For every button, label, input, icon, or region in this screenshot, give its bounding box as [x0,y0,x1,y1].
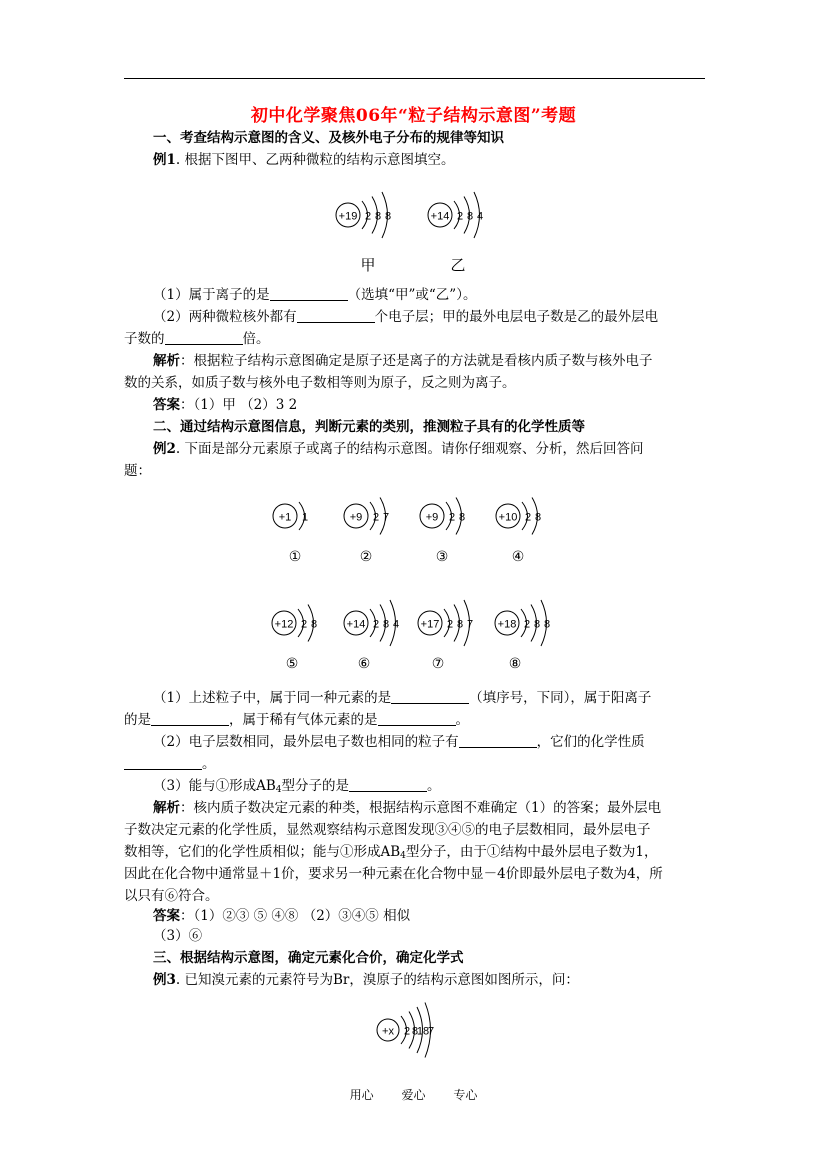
example1-analysis-cont: 数的关系，如质子数与核外电子数相等则为原子，反之则为离子。 [124,375,516,391]
diagram-label: ④ [511,548,525,564]
footer-text-3: 专心 [453,1088,478,1102]
example2-answer: 答案：（1）②③ ⑤ ④⑧ （2）③④⑤ 相似 [153,908,411,924]
diagram-label: ⑦ [431,655,445,671]
shell-electron-count: 2 [300,618,308,631]
example2-prompt-cont: 题： [124,463,151,479]
example2-question2: （2）电子层数相同，最外层电子数也相同的粒子有 ，它们的化学性质 [153,734,645,750]
example3-prompt: 例3. 已知溴元素的元素符号为Br，溴原子的结构示意图如图所示，问： [153,972,579,988]
nucleus-charge: +1 [278,511,292,524]
example2-question2-cont: 。 [124,754,714,774]
shell-electron-count: 8 [374,210,382,223]
shell-electron-count: 7 [382,511,390,524]
example2-analysis-cont2: 数相等，它们的化学性质相似；能与①形成$AB_4$型分子，由于①结构中最外层电子数为1， [124,844,658,861]
shell-electron-count: 4 [392,618,400,631]
example1-analysis: 解析：根据粒子结构示意图确定是原子还是离子的方法就是看核内质子数与核外电子 [153,353,653,369]
example1-question2: （2）两种微粒核外都有 个电子层；甲的最外电层电子数是乙的最外层电 [153,309,659,325]
page-footer [0,1086,827,1103]
shell-electron-count: 7 [466,618,474,631]
shell-electron-count: 2 [446,618,454,631]
shell-electron-count: 18 [416,1025,430,1038]
example2-analysis-cont3: 因此在化合物中通常显＋1价，要求另一种元素在化合物中显－4价即最外层电子数为4，所 [124,866,663,882]
diagram-label: ⑧ [508,655,522,671]
diagram-label: 乙 [450,257,466,274]
nucleus-charge: +9 [349,511,363,524]
shell-electron-count: 8 [533,618,541,631]
shell-electron-count: 8 [466,210,474,223]
example2-analysis: 解析：核内质子数决定元素的种类，根据结构示意图不难确定（1）的答案；最外层电 [153,800,662,816]
nucleus-charge: +x [382,1025,394,1038]
example1-question2-cont: 子数的 倍。 [124,331,270,347]
shell-electron-count: 8 [456,618,464,631]
shell-electron-count: 7 [427,1025,435,1038]
shell-electron-count: 2 [372,511,380,524]
example2-answer-cont: （3）⑥ [153,928,203,944]
shell-electron-count: 8 [543,618,551,631]
nucleus-charge: +18 [497,618,517,631]
diagram-label: ① [288,548,302,564]
footer-text-2: 爱心 [401,1088,426,1102]
example1-answer: 答案：（1）甲 （2）3 2 [153,397,298,413]
shell-electron-count: 2 [524,511,532,524]
nucleus-charge: +14 [430,210,450,223]
shell-electron-count: 2 [364,210,372,223]
example2-analysis-cont4: 以只有⑥符合。 [124,888,219,904]
shell-electron-count: 4 [476,210,484,223]
page-title: 初中化学聚焦06年“粒子结构示意图”考题 [250,106,577,126]
diagram-label: ③ [435,548,449,564]
section3-heading: 三、根据结构示意图，确定元素化合价，确定化学式 [153,950,464,966]
section1-heading: 一、考查结构示意图的含义、及核外电子分布的规律等知识 [153,130,504,146]
nucleus-charge: +10 [498,511,518,524]
diagram-label: 甲 [360,257,376,274]
example1-question1: （1）属于离子的是 （选填“甲”或“乙”）。 [153,287,477,303]
shell-electron-count: 2 [403,1025,411,1038]
shell-electron-count: 2 [456,210,464,223]
nucleus-charge: +17 [420,618,440,631]
nucleus-charge: +9 [425,511,439,524]
footer-text-1: 用心 [349,1088,374,1102]
nucleus-charge: +12 [274,618,294,631]
example2-prompt: 例2. 下面是部分元素原子或离子的结构示意图。请你仔细观察、分析，然后回答问 [153,441,644,457]
shell-electron-count: 8 [310,618,318,631]
diagram-label: ⑤ [285,655,299,671]
example2-analysis-cont1: 子数决定元素的化学性质，显然观察结构示意图发现③④⑤的电子层数相同，最外层电子 [124,822,651,838]
nucleus-charge: +19 [338,210,358,223]
shell-electron-count: 2 [523,618,531,631]
shell-electron-count: 8 [458,511,466,524]
example2-question3: （3）能与①形成$AB_4$型分子的是 。 [153,778,441,795]
diagram-label: ⑥ [357,655,371,671]
shell-electron-count: 2 [372,618,380,631]
diagram-label: ② [359,548,373,564]
shell-electron-count: 1 [301,511,309,524]
shell-electron-count: 8 [384,210,392,223]
example2-question1-cont: 的是 ，属于稀有气体元素的是 。 [124,712,469,728]
section2-heading: 二、通过结构示意图信息，判断元素的类别，推测粒子具有的化学性质等 [153,419,585,435]
example1-prompt: 例1. 根据下图甲、乙两种微粒的结构示意图填空。 [153,152,455,168]
shell-electron-count: 8 [534,511,542,524]
nucleus-charge: +14 [346,618,366,631]
shell-electron-count: 8 [411,1025,419,1038]
example2-question1: （1）上述粒子中，属于同一种元素的是 （填序号，下同），属于阳离子 [153,690,652,706]
shell-electron-count: 2 [448,511,456,524]
shell-electron-count: 8 [382,618,390,631]
